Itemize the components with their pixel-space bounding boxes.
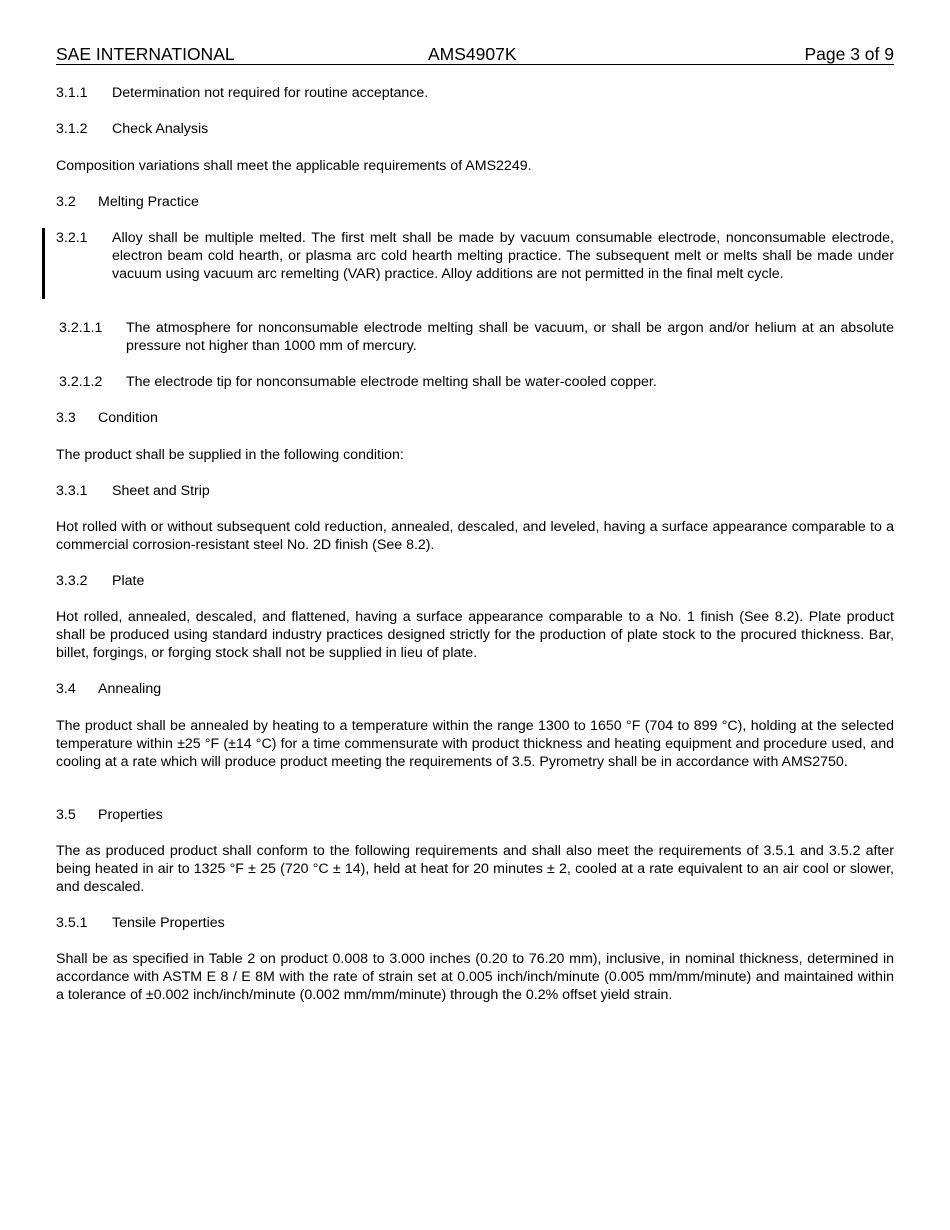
revision-change-bar xyxy=(42,228,45,299)
section-3-3-1-number: 3.3.1 xyxy=(56,483,88,499)
section-3-4-heading: Annealing xyxy=(98,681,162,697)
section-3-3-body: The product shall be supplied in the following condition: xyxy=(56,447,404,463)
section-3-3-1-heading: Sheet and Strip xyxy=(112,483,210,499)
section-3-2-heading: Melting Practice xyxy=(98,194,199,210)
section-3-1-2-body: Composition variations shall meet the applicable requirements of AMS2249. xyxy=(56,158,532,174)
section-3-1-2-heading: Check Analysis xyxy=(112,121,209,137)
section-3-3-2-heading: Plate xyxy=(112,573,145,589)
section-3-1-1-number: 3.1.1 xyxy=(56,85,88,101)
section-3-4-body: The product shall be annealed by heating to a temperature within the range 1300 to 1650 °F (704 to 899 °C), holding at the selected temperature within ±25 °F (±14 °C) for a time commensurate with product thickness and heating equipment and procedure used, and cooling at a rate which will produce product meeting the requirements of 3.5. Pyrometry shall be in accordance with AMS2750. xyxy=(56,718,894,770)
header-page-number: Page 3 of 9 xyxy=(804,44,894,64)
section-3-1-1-text: Determination not required for routine acceptance. xyxy=(112,85,429,101)
section-3-5-heading: Properties xyxy=(98,807,163,823)
section-3-2-1-text: Alloy shall be multiple melted. The first melt shall be made by vacuum consumable electrode, nonconsumable electrode, electron beam cold hearth, or plasma arc cold hearth melting practice. The subsequent melt or melts shall be made under vacuum using vacuum arc remelting (VAR) practice. Alloy additions are not permitted in the final melt cycle. xyxy=(112,230,894,282)
section-3-5-body: The as produced product shall conform to the following requirements and shall also meet the requirements of 3.5.1 and 3.5.2 after being heated in air to 1325 °F ± 25 (720 °C ± 14), held at heat for 20 minutes ± 2, cooled at a rate equivalent to an air cool or slower, and descaled. xyxy=(56,843,894,895)
header-organization: SAE INTERNATIONAL xyxy=(56,44,235,64)
section-3-5-1-number: 3.5.1 xyxy=(56,915,88,931)
section-3-1-2-number: 3.1.2 xyxy=(56,121,88,137)
section-3-5-1-heading: Tensile Properties xyxy=(112,915,225,931)
section-3-3-number: 3.3 xyxy=(56,410,76,426)
section-3-3-1-body: Hot rolled with or without subsequent cold reduction, annealed, descaled, and leveled, having a surface appearance comparable to a commercial corrosion-resistant steel No. 2D finish (See 8.2). xyxy=(56,519,894,553)
section-3-5-1-body: Shall be as specified in Table 2 on product 0.008 to 3.000 inches (0.20 to 76.20 mm), inclusive, in nominal thickness, determined in accordance with ASTM E 8 / E 8M with the rate of strain set at 0.005 inch/inch/minute (0.005 mm/mm/minute) and maintained within a tolerance of ±0.002 inch/inch/minute (0.002 mm/mm/minute) through the 0.2% offset yield strain. xyxy=(56,951,894,1003)
section-3-2-1-number: 3.2.1 xyxy=(56,230,88,246)
section-3-2-1-2-number: 3.2.1.2 xyxy=(59,374,103,390)
section-3-2-1-1-number: 3.2.1.1 xyxy=(59,320,103,336)
section-3-3-2-number: 3.3.2 xyxy=(56,573,88,589)
header-document-number: AMS4907K xyxy=(428,44,517,64)
page-header xyxy=(56,44,894,65)
section-3-2-number: 3.2 xyxy=(56,194,76,210)
section-3-3-heading: Condition xyxy=(98,410,158,426)
section-3-2-1-2-text: The electrode tip for nonconsumable electrode melting shall be water-cooled copper. xyxy=(126,374,657,390)
section-3-4-number: 3.4 xyxy=(56,681,76,697)
section-3-5-number: 3.5 xyxy=(56,807,76,823)
section-3-2-1-1-text: The atmosphere for nonconsumable electrode melting shall be vacuum, or shall be argon and/or helium at an absolute pressure not higher than 1000 mm of mercury. xyxy=(126,320,894,354)
section-3-3-2-body: Hot rolled, annealed, descaled, and flattened, having a surface appearance comparable to a No. 1 finish (See 8.2). Plate product shall be produced using standard industry practices designed strictly for the production of plate stock to the procured thickness. Bar, billet, forgings, or forging stock shall not be supplied in lieu of plate. xyxy=(56,609,894,661)
